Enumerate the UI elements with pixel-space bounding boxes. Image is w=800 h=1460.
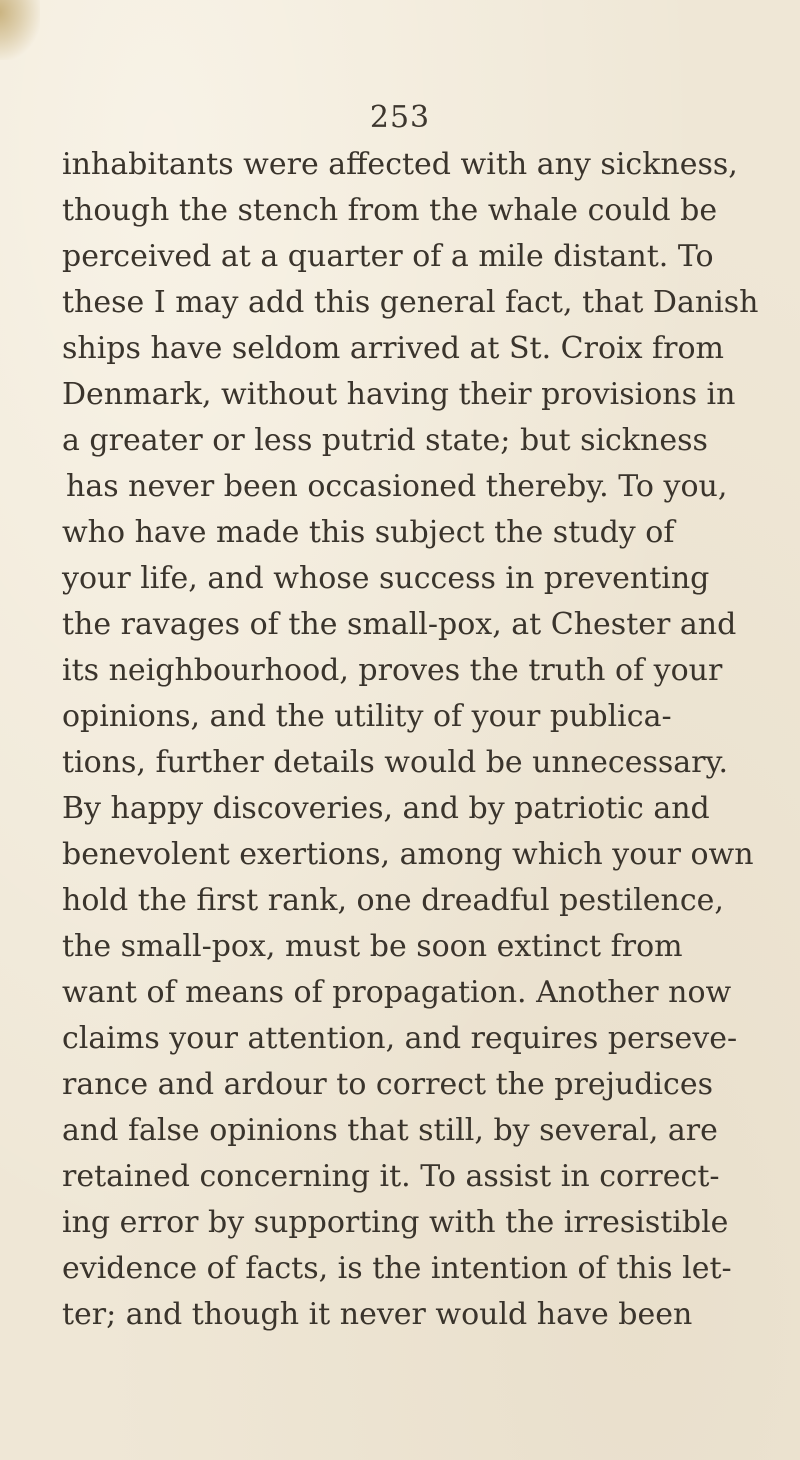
text-line: want of means of propagation. Another now — [62, 975, 732, 1010]
text-line: benevolent exertions, among which your own — [62, 837, 754, 872]
text-line: retained concerning it. To assist in correct- — [62, 1159, 720, 1194]
page-number: 253 — [369, 100, 431, 135]
text-line: your life, and whose success in preventing — [62, 561, 710, 596]
text-line: has never been occasioned thereby. To you, — [66, 469, 728, 504]
body-text — [0, 143, 800, 1343]
text-line: the small-pox, must be soon extinct from — [62, 929, 683, 964]
text-line: who have made this subject the study of — [62, 515, 675, 550]
text-line: its neighbourhood, proves the truth of your — [62, 653, 723, 688]
text-line: the ravages of the small-pox, at Chester and — [62, 607, 737, 642]
text-line: though the stench from the whale could be — [62, 193, 718, 228]
text-line: Denmark, without having their provisions in — [62, 377, 736, 412]
text-line: hold the first rank, one dreadful pestilence, — [62, 883, 724, 918]
text-line: ing error by supporting with the irresistible — [62, 1205, 729, 1240]
text-line: inhabitants were affected with any sickness, — [62, 147, 738, 182]
text-line: By happy discoveries, and by patriotic and — [62, 791, 710, 826]
text-line: and false opinions that still, by several, are — [62, 1113, 718, 1148]
text-line: opinions, and the utility of your publica- — [62, 699, 672, 734]
text-line: these I may add this general fact, that Danish — [62, 285, 759, 320]
text-line: tions, further details would be unnecessary. — [62, 745, 728, 780]
corner-stain — [0, 0, 40, 60]
text-line: a greater or less putrid state; but sickness — [62, 423, 708, 458]
text-line: evidence of facts, is the intention of this let- — [62, 1251, 732, 1286]
text-line: ter; and though it never would have been — [62, 1297, 693, 1332]
text-line: claims your attention, and requires perseve- — [62, 1021, 738, 1056]
text-line: rance and ardour to correct the prejudices — [62, 1067, 713, 1102]
text-line: perceived at a quarter of a mile distant. To — [62, 239, 714, 274]
text-line: ships have seldom arrived at St. Croix from — [62, 331, 725, 366]
